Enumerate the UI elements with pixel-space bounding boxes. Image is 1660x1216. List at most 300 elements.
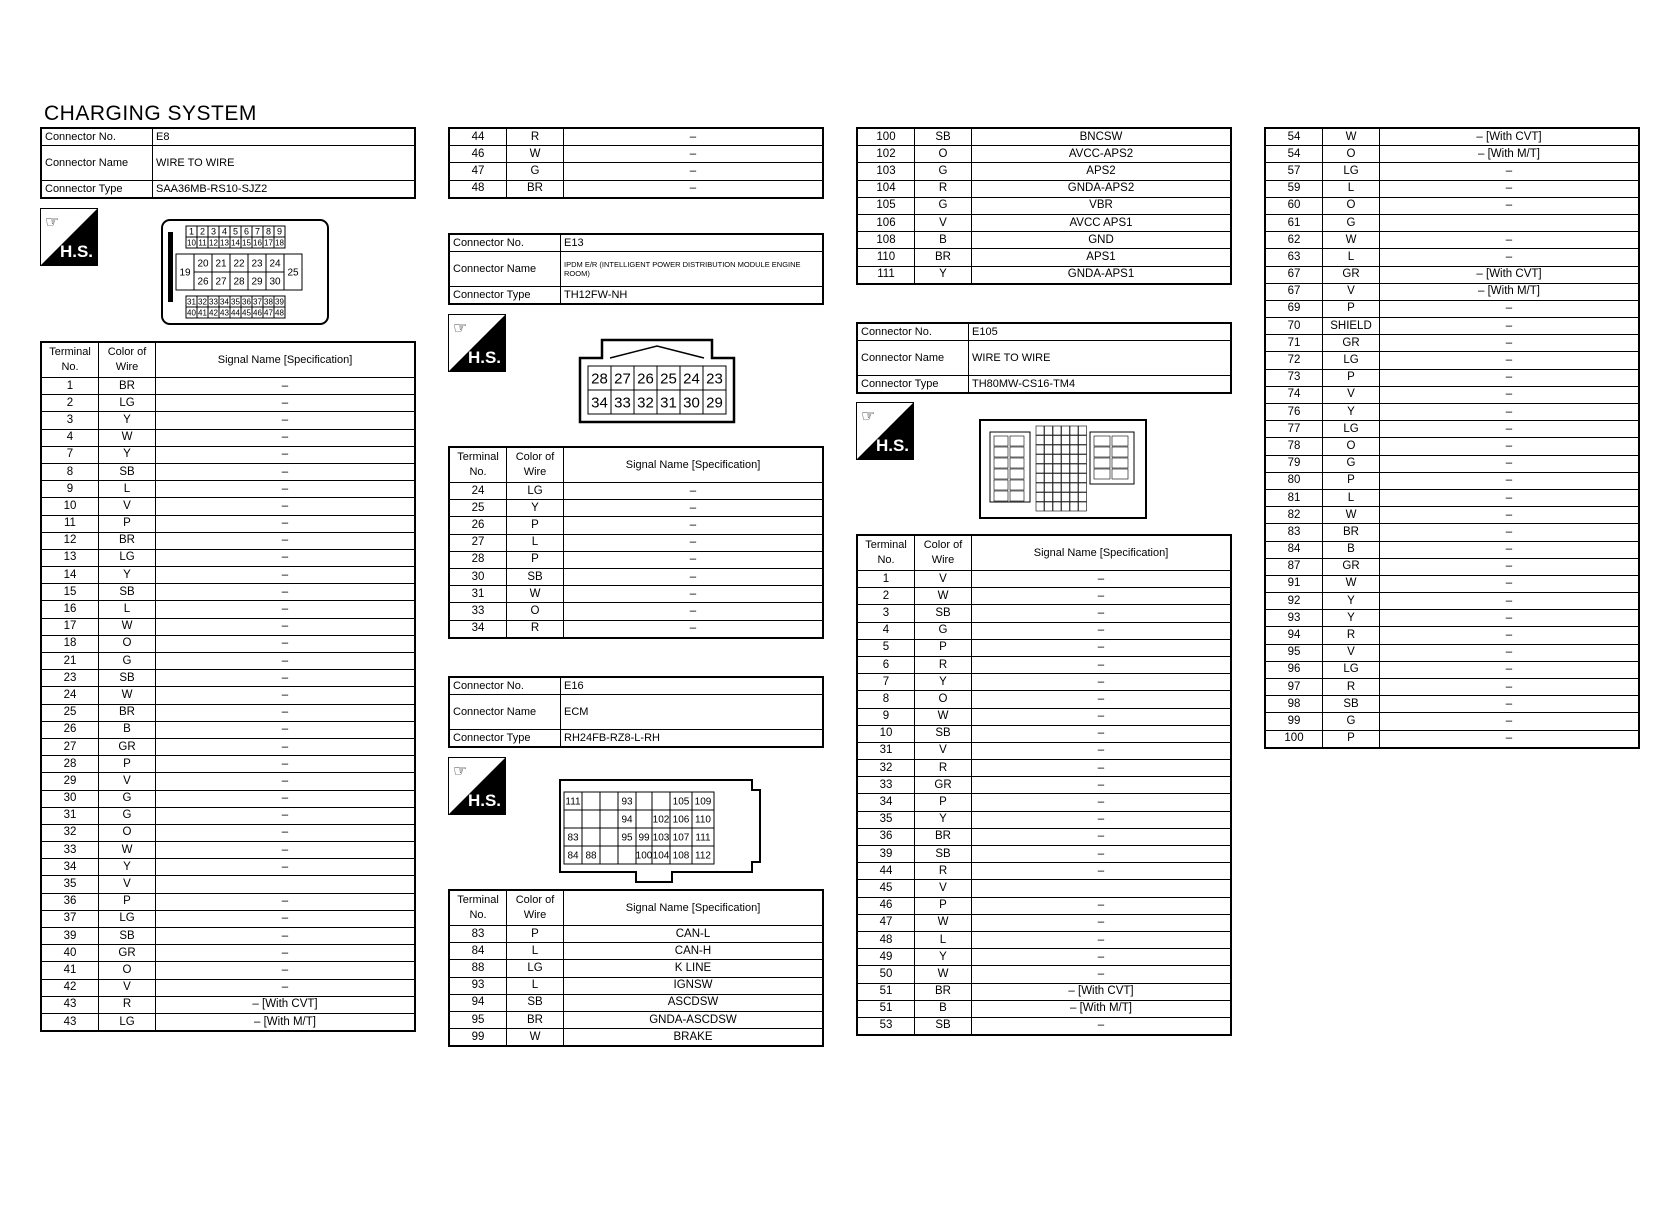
table-row	[449, 128, 823, 146]
terminal-no-cell: 49	[857, 949, 915, 966]
table-row	[857, 639, 1231, 656]
signal-name-cell: –	[972, 760, 1232, 777]
terminal-no-cell: 12	[41, 532, 99, 549]
e13-connector-diagram	[576, 338, 738, 426]
signal-name-cell: –	[156, 463, 416, 480]
terminal-no-cell: 14	[41, 567, 99, 584]
signal-name-cell: –	[1380, 696, 1640, 713]
wire-color-cell: BR	[99, 378, 156, 395]
wire-color-cell: V	[915, 742, 972, 759]
terminal-no-cell: 84	[449, 943, 507, 960]
terminal-no-cell: 25	[41, 704, 99, 721]
table-row	[449, 483, 823, 500]
pin-number: 32	[198, 297, 207, 307]
wire-color-cell: W	[1323, 128, 1380, 146]
signal-name-cell: –	[156, 859, 416, 876]
wire-color-cell: B	[915, 1000, 972, 1017]
table-row	[1265, 300, 1639, 317]
column-1-wires	[40, 341, 416, 1032]
table-row	[41, 1013, 415, 1031]
terminal-no-cell: 73	[1265, 369, 1323, 386]
table-row	[41, 893, 415, 910]
pin-number: 31	[660, 394, 677, 412]
wire-color-cell: W	[1323, 575, 1380, 592]
terminal-no-cell: 15	[41, 584, 99, 601]
terminal-no-cell: 29	[41, 773, 99, 790]
table-row	[857, 691, 1231, 708]
table-row	[1265, 730, 1639, 748]
terminal-no-cell: 74	[1265, 386, 1323, 403]
table-row	[857, 725, 1231, 742]
pin-cavity	[1079, 445, 1087, 454]
terminal-no-cell: 1	[41, 378, 99, 395]
terminal-no-cell: 95	[1265, 644, 1323, 661]
table-row	[449, 146, 823, 163]
signal-name-cell: –	[156, 962, 416, 979]
table-row	[449, 1011, 823, 1028]
terminal-no-cell: 8	[41, 463, 99, 480]
pin-number: 26	[637, 370, 654, 388]
terminal-no-cell: 9	[857, 708, 915, 725]
pin-cavity	[994, 447, 1008, 457]
signal-name-cell: –	[156, 584, 416, 601]
table-row	[1265, 472, 1639, 489]
signal-name-cell: –	[564, 500, 824, 517]
pin-cavity	[1070, 474, 1078, 483]
signal-name-cell: –	[156, 945, 416, 962]
signal-name-cell: –	[564, 180, 824, 198]
table-row	[1265, 232, 1639, 249]
pin-number: 14	[231, 238, 240, 248]
pin-cavity	[1053, 483, 1061, 492]
terminal-no-cell: 63	[1265, 249, 1323, 266]
wire-color-cell: LG	[1323, 421, 1380, 438]
table-row	[1265, 627, 1639, 644]
signal-name-cell: –	[156, 601, 416, 618]
wire-color-cell: W	[915, 708, 972, 725]
wire-color-cell: W	[1323, 232, 1380, 249]
signal-name-cell: –	[564, 620, 824, 638]
pin-number: 46	[253, 308, 262, 318]
pin-number: 5	[232, 226, 239, 237]
wire-color-cell: O	[1323, 438, 1380, 455]
pin-cavity	[564, 810, 582, 828]
pin-cavity	[1053, 474, 1061, 483]
pin-number: 39	[275, 297, 284, 307]
terminal-no-cell: 13	[41, 549, 99, 566]
connector-type-label: Connector Type	[449, 287, 561, 305]
terminal-no-cell: 4	[857, 622, 915, 639]
pin-cavity	[600, 846, 618, 864]
e13-terminal-table	[448, 446, 824, 639]
table-row	[449, 943, 823, 960]
table-row	[1265, 163, 1639, 180]
pin-cavity	[1112, 447, 1128, 457]
pin-number: 94	[621, 814, 633, 826]
table-row	[857, 197, 1231, 214]
signal-name-cell: –	[564, 551, 824, 568]
terminal-no-cell: 16	[41, 601, 99, 618]
signal-name-cell: –	[156, 481, 416, 498]
signal-name-cell: –	[156, 824, 416, 841]
table-row	[41, 945, 415, 962]
pin-number: 83	[567, 832, 579, 844]
wire-color-cell: V	[1323, 283, 1380, 300]
signal-name-cell: –	[972, 914, 1232, 931]
wire-color-cell: Y	[915, 266, 972, 284]
terminal-no-cell: 83	[1265, 524, 1323, 541]
table-row	[1265, 696, 1639, 713]
table-row	[1265, 283, 1639, 300]
signal-name-cell: –	[564, 483, 824, 500]
pin-number: 107	[672, 832, 690, 844]
terminal-no-cell: 100	[1265, 730, 1323, 748]
terminal-no-cell: 72	[1265, 352, 1323, 369]
signal-name-cell: GNDA-APS1	[972, 266, 1232, 284]
wire-color-cell: W	[915, 588, 972, 605]
table-row	[1265, 335, 1639, 352]
pin-number: 28	[591, 370, 608, 388]
terminal-no-cell: 93	[1265, 610, 1323, 627]
signal-name-cell: –	[564, 163, 824, 180]
table-row	[1265, 713, 1639, 730]
terminal-no-cell: 67	[1265, 283, 1323, 300]
signal-name-cell: –	[156, 515, 416, 532]
terminal-no-cell: 54	[1265, 128, 1323, 146]
table-row	[41, 773, 415, 790]
terminal-no-cell: 2	[857, 588, 915, 605]
pin-number: 18	[275, 238, 284, 248]
signal-name-cell: –	[156, 653, 416, 670]
table-row	[1265, 455, 1639, 472]
connector-name-value: IPDM E/R (INTELLIGENT POWER DISTRIBUTION MODULE ENGINE ROOM)	[561, 252, 824, 287]
pin-cavity	[1062, 445, 1070, 454]
e105-connector-diagram	[976, 416, 1150, 526]
terminal-no-cell: 32	[41, 824, 99, 841]
pin-number: 26	[197, 276, 209, 288]
terminal-no-cell: 102	[857, 146, 915, 163]
terminal-no-cell: 42	[41, 979, 99, 996]
pin-cavity	[1010, 458, 1024, 468]
signal-name-cell: –	[156, 446, 416, 463]
pin-cavity	[1062, 426, 1070, 435]
terminal-no-cell: 36	[857, 828, 915, 845]
terminal-no-cell: 67	[1265, 266, 1323, 283]
terminal-no-cell: 24	[41, 687, 99, 704]
pin-cavity	[1112, 458, 1128, 468]
terminal-no-cell: 91	[1265, 575, 1323, 592]
pin-number: 106	[672, 814, 690, 826]
table-row	[41, 549, 415, 566]
signal-name-cell: –	[972, 777, 1232, 794]
pin-cavity	[1062, 436, 1070, 445]
connector-type-value: TH12FW-NH	[561, 287, 824, 305]
pin-cavity	[1112, 436, 1128, 446]
signal-name-cell: CAN-H	[564, 943, 824, 960]
wire-color-cell: Y	[99, 567, 156, 584]
terminal-no-cell: 33	[449, 603, 507, 620]
table-row	[449, 534, 823, 551]
pin-cavity	[1094, 469, 1110, 479]
signal-name-cell: –	[972, 846, 1232, 863]
signal-name-cell: –	[564, 568, 824, 585]
pin-cavity	[582, 828, 600, 846]
pin-cavity	[994, 436, 1008, 446]
pin-number: 19	[179, 267, 191, 279]
wire-color-cell: SB	[915, 605, 972, 622]
table-row	[449, 620, 823, 638]
signal-name-header: Signal Name [Specification]	[564, 447, 824, 483]
pin-number: 108	[672, 850, 690, 862]
wire-color-cell: Y	[915, 949, 972, 966]
terminal-no-cell: 94	[1265, 627, 1323, 644]
table-row	[857, 128, 1231, 146]
pin-number: 48	[275, 308, 284, 318]
wire-color-cell: O	[915, 691, 972, 708]
connector-name-value: WIRE TO WIRE	[969, 341, 1232, 376]
pin-number: 16	[253, 238, 262, 248]
signal-name-header: Signal Name [Specification]	[972, 535, 1232, 571]
pin-number: 38	[264, 297, 273, 307]
signal-name-cell: –	[972, 1017, 1232, 1035]
table-row	[1265, 180, 1639, 197]
pin-number: 33	[209, 297, 218, 307]
table-row	[41, 532, 415, 549]
connector-type-value: SAA36MB-RS10-SJZ2	[153, 181, 416, 199]
table-row	[1265, 421, 1639, 438]
terminal-no-cell: 40	[41, 945, 99, 962]
pin-number: 4	[221, 226, 228, 237]
table-row	[41, 859, 415, 876]
pin-number: 25	[287, 267, 299, 279]
signal-name-cell: –	[1380, 593, 1640, 610]
terminal-no-cell: 70	[1265, 318, 1323, 335]
terminal-no-cell: 88	[449, 960, 507, 977]
connector-name-label: Connector Name	[449, 695, 561, 730]
wire-color-cell: BR	[99, 532, 156, 549]
wire-color-cell: LG	[507, 960, 564, 977]
wire-color-cell: SB	[915, 128, 972, 146]
pin-cavity	[1010, 480, 1024, 490]
pin-number: 111	[695, 832, 711, 844]
pin-number: 100	[635, 850, 653, 862]
signal-name-cell: –	[156, 498, 416, 515]
signal-name-cell: –	[1380, 421, 1640, 438]
table-row	[449, 926, 823, 943]
pin-number: 109	[694, 796, 712, 808]
terminal-no-cell: 35	[41, 876, 99, 893]
connector-no-label: Connector No.	[449, 677, 561, 695]
signal-name-cell: –	[156, 687, 416, 704]
wire-color-cell: Y	[507, 500, 564, 517]
signal-name-cell: –	[156, 618, 416, 635]
wire-color-cell: P	[1323, 369, 1380, 386]
table-row	[449, 977, 823, 994]
pin-number: 102	[652, 814, 670, 826]
terminal-no-cell: 53	[857, 1017, 915, 1035]
wire-color-cell: P	[99, 756, 156, 773]
signal-name-cell: – [With CVT]	[156, 996, 416, 1013]
pin-cavity	[1036, 483, 1044, 492]
table-row	[857, 897, 1231, 914]
signal-name-cell: –	[972, 897, 1232, 914]
pin-cavity	[1036, 455, 1044, 464]
terminal-no-cell: 98	[1265, 696, 1323, 713]
pin-number: 29	[251, 276, 263, 288]
table-row	[41, 910, 415, 927]
wire-color-cell: R	[915, 863, 972, 880]
pin-cavity	[1053, 464, 1061, 473]
wire-color-cell: Y	[1323, 610, 1380, 627]
wire-color-cell: O	[99, 962, 156, 979]
terminal-no-cell: 103	[857, 163, 915, 180]
table-row	[857, 914, 1231, 931]
terminal-no-cell: 57	[1265, 163, 1323, 180]
terminal-no-cell: 34	[857, 794, 915, 811]
wire-color-cell: R	[915, 180, 972, 197]
wire-color-cell: V	[915, 880, 972, 897]
table-row	[1265, 369, 1639, 386]
terminal-no-cell: 32	[857, 760, 915, 777]
table-row	[857, 232, 1231, 249]
table-row	[857, 760, 1231, 777]
signal-name-cell: –	[156, 790, 416, 807]
signal-name-cell: AVCC-APS2	[972, 146, 1232, 163]
terminal-no-cell: 43	[41, 996, 99, 1013]
terminal-no-cell: 33	[41, 842, 99, 859]
hs-label: H.S.	[467, 348, 501, 367]
table-row	[41, 395, 415, 412]
wire-color-cell: G	[99, 790, 156, 807]
pin-number: 29	[706, 394, 723, 412]
signal-name-cell: –	[1380, 644, 1640, 661]
terminal-no-cell: 4	[41, 429, 99, 446]
wire-color-cell: SB	[507, 994, 564, 1011]
table-row	[857, 249, 1231, 266]
terminal-no-cell: 7	[857, 674, 915, 691]
connector-name-value: WIRE TO WIRE	[153, 146, 416, 181]
wire-color-cell: L	[507, 943, 564, 960]
signal-name-cell: –	[1380, 730, 1640, 748]
terminal-no-cell: 104	[857, 180, 915, 197]
wire-color-cell: O	[507, 603, 564, 620]
color-of-wire-header: Color of Wire	[507, 890, 564, 926]
wire-color-cell: P	[1323, 730, 1380, 748]
pin-cavity	[1062, 474, 1070, 483]
terminal-no-cell: 2	[41, 395, 99, 412]
wire-color-cell: LG	[1323, 163, 1380, 180]
terminal-no-cell: 45	[857, 880, 915, 897]
pin-cavity	[582, 810, 600, 828]
e8-connector-diagram	[160, 218, 330, 328]
e16-terminal-table-continued	[856, 127, 1232, 285]
pin-number: 13	[220, 238, 229, 248]
table-row	[857, 846, 1231, 863]
signal-name-cell: –	[564, 534, 824, 551]
pin-cavity	[1036, 445, 1044, 454]
pin-cavity	[1053, 502, 1061, 511]
wire-color-cell: B	[1323, 541, 1380, 558]
terminal-no-cell: 48	[449, 180, 507, 198]
table-row	[1265, 438, 1639, 455]
connector-no-label: Connector No.	[449, 234, 561, 252]
connector-name-value: ECM	[561, 695, 824, 730]
pin-number: 37	[253, 297, 262, 307]
signal-name-cell: –	[1380, 404, 1640, 421]
wire-color-cell: SB	[915, 1017, 972, 1035]
pin-number: 105	[672, 796, 690, 808]
terminal-no-cell: 28	[449, 551, 507, 568]
signal-name-cell: –	[972, 742, 1232, 759]
connector-type-value: RH24FB-RZ8-L-RH	[561, 730, 824, 748]
table-row	[857, 777, 1231, 794]
terminal-no-cell: 37	[41, 910, 99, 927]
terminal-no-cell: 35	[857, 811, 915, 828]
wire-color-cell: BR	[1323, 524, 1380, 541]
signal-name-cell: –	[564, 586, 824, 603]
terminal-no-cell: 36	[41, 893, 99, 910]
terminal-no-cell: 71	[1265, 335, 1323, 352]
pin-cavity	[1079, 493, 1087, 502]
pin-cavity	[1070, 445, 1078, 454]
terminal-no-cell: 93	[449, 977, 507, 994]
harness-side-icon: ☞ H.S.	[40, 208, 98, 266]
pin-cavity	[1062, 455, 1070, 464]
signal-name-cell: AVCC APS1	[972, 214, 1232, 231]
pin-cavity	[994, 491, 1008, 501]
wire-color-cell: BR	[507, 1011, 564, 1028]
e16-block	[448, 676, 824, 748]
pin-number: 12	[209, 238, 218, 248]
wire-color-cell: G	[99, 653, 156, 670]
terminal-no-cell: 76	[1265, 404, 1323, 421]
wire-color-cell: V	[99, 876, 156, 893]
connector-name-label: Connector Name	[449, 252, 561, 287]
terminal-no-cell: 79	[1265, 455, 1323, 472]
table-row	[41, 738, 415, 755]
table-row	[857, 656, 1231, 673]
wire-color-cell: W	[99, 429, 156, 446]
table-row	[1265, 644, 1639, 661]
signal-name-cell: –	[1380, 575, 1640, 592]
signal-name-cell: –	[156, 532, 416, 549]
terminal-no-cell: 7	[41, 446, 99, 463]
table-row	[449, 180, 823, 198]
table-row	[41, 584, 415, 601]
wire-color-cell: G	[507, 163, 564, 180]
pin-number: 93	[621, 796, 633, 808]
table-row	[449, 568, 823, 585]
wire-color-cell: BR	[915, 249, 972, 266]
terminal-no-cell: 34	[449, 620, 507, 638]
table-row	[1265, 661, 1639, 678]
wire-color-cell: G	[915, 197, 972, 214]
pin-cavity	[1079, 502, 1087, 511]
signal-name-cell: –	[156, 756, 416, 773]
terminal-no-cell: 3	[857, 605, 915, 622]
wire-color-cell: BR	[915, 983, 972, 1000]
table-row	[41, 653, 415, 670]
terminal-no-cell: 94	[449, 994, 507, 1011]
wire-color-cell: Y	[915, 811, 972, 828]
signal-name-cell: –	[972, 725, 1232, 742]
connector-type-value: TH80MW-CS16-TM4	[969, 376, 1232, 394]
pin-cavity	[1045, 464, 1053, 473]
pin-number: 35	[231, 297, 240, 307]
signal-name-cell: – [With M/T]	[1380, 283, 1640, 300]
table-row	[1265, 249, 1639, 266]
wire-color-cell: W	[915, 966, 972, 983]
